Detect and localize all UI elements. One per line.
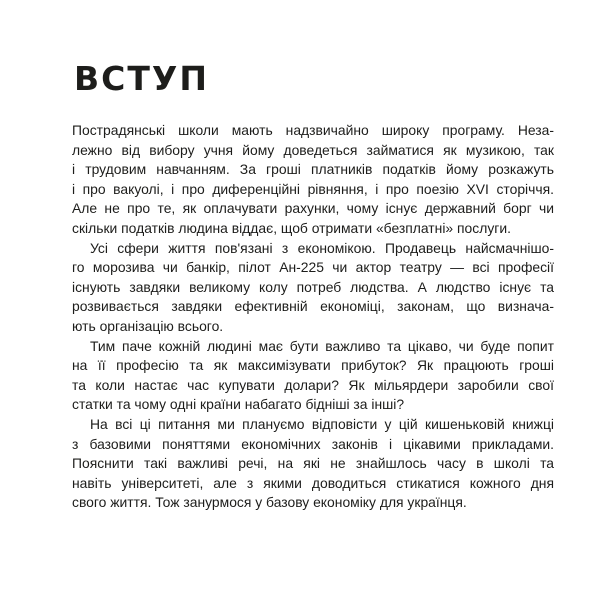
text-line: свого життя. Тож занурмося у базову економіку для українця. xyxy=(72,494,467,511)
text-line: Пояснити такі важливі речі, на які не знайшлось часу в школі та xyxy=(72,455,554,472)
chapter-title: ВСТУП xyxy=(74,59,209,98)
text-line: розвивається завдяки ефективній економіці, законам, що визнача- xyxy=(72,298,554,315)
body-text xyxy=(72,121,554,513)
text-line: Тим паче кожній людині має бути важливо та цікаво, чи буде попит xyxy=(90,337,554,354)
text-line: існують завдяки великому колу потреб людства. А людство існує та xyxy=(72,278,554,295)
text-line: статки та чому одні країни набагато бідніші за інші? xyxy=(72,396,405,413)
text-line: з базовими поняттями економічних законів і цікавими прикладами. xyxy=(72,435,554,452)
paragraph-1 xyxy=(72,121,554,239)
paragraph-4 xyxy=(72,415,554,513)
text-line: На всі ці питання ми плануємо відповісти у цій кишеньковій книжці xyxy=(90,415,554,432)
text-line: навіть університеті, але з якими доводиться стикатися кожного дня xyxy=(72,474,554,491)
paragraph-2 xyxy=(72,239,554,337)
text-line: го морозива чи банкір, пілот Ан-225 чи актор театру — всі професії xyxy=(72,259,554,276)
text-line: скільки податків людина віддає, щоб отримати «безплатні» послуги. xyxy=(72,219,511,236)
text-line: і трудовим навчанням. За гроші платників податків йому розкажуть xyxy=(72,161,554,178)
text-line: ють організацію всього. xyxy=(72,317,224,334)
text-line: лежно від вибору учня йому доведеться займатися як музикою, так xyxy=(72,141,554,158)
text-line: Пострадянські школи мають надзвичайно широку програму. Неза- xyxy=(72,122,554,138)
text-line: і про вакуолі, і про диференційні рівняння, і про поезію XVI сторіччя. xyxy=(72,180,554,197)
text-line: та коли настає час купувати долари? Як мільярдери заробили свої xyxy=(72,376,554,393)
text-line: на її професію та як максимізувати прибуток? Як працюють гроші xyxy=(72,357,554,374)
text-line: Усі сфери життя пов'язані з економікою. Продавець найсмачнішо- xyxy=(90,239,554,256)
text-line: Але не про те, як оплачувати рахунки, чому існує державний борг чи xyxy=(72,200,554,217)
paragraph-3 xyxy=(72,337,554,415)
